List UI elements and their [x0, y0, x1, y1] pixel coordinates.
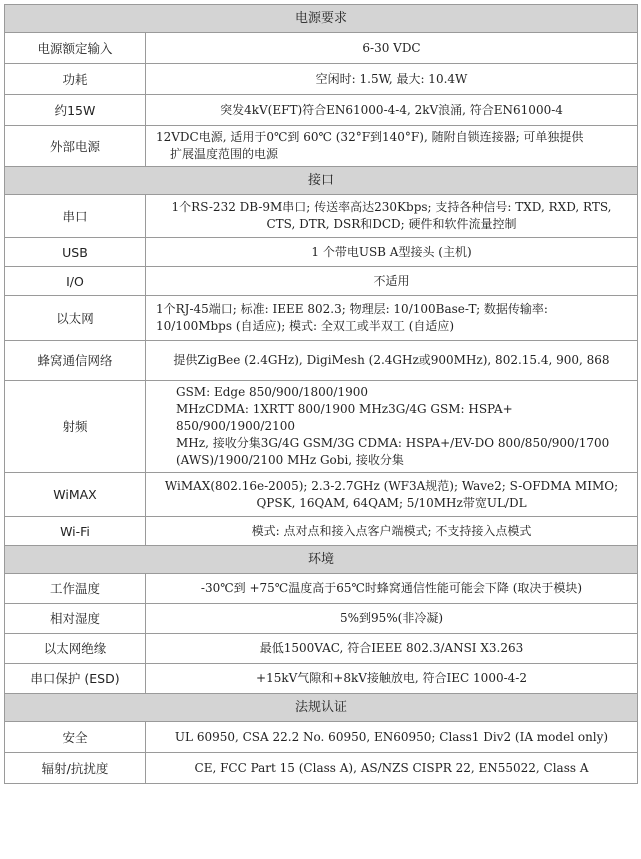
spec-table: [4, 4, 638, 784]
table-row: [5, 341, 638, 381]
row-label: 蜂窝通信网络: [5, 341, 146, 381]
row-label: 以太网绝缘: [5, 634, 146, 664]
row-label: 电源额定输入: [5, 33, 146, 64]
row-value: [146, 381, 638, 473]
table-row: [5, 517, 638, 546]
row-label: 安全: [5, 722, 146, 753]
table-row: [5, 634, 638, 664]
section-header-environment: [5, 546, 638, 574]
table-row: [5, 64, 638, 95]
table-row: [5, 574, 638, 604]
table-row: [5, 267, 638, 296]
table-row: [5, 238, 638, 267]
section-title: 电源要求: [5, 5, 638, 33]
value-line: (AWS)/1900/2100 MHz Gobi, 接收分集: [176, 453, 404, 467]
row-value: 不适用: [146, 267, 638, 296]
value-line: WiMAX(802.16e-2005); 2.3-2.7GHz (WF3A规范); Wave2; S-OFDMA MIMO;: [164, 478, 619, 493]
row-value: 空闲时: 1.5W, 最大: 10.4W: [146, 64, 638, 95]
table-row: [5, 195, 638, 238]
value-line: QPSK, 16QAM, 64QAM; 5/10MHz带宽UL/DL: [256, 495, 527, 510]
section-title: 法规认证: [5, 694, 638, 722]
row-value: 提供ZigBee (2.4GHz), DigiMesh (2.4GHz或900MHz), 802.15.4, 900, 868: [146, 341, 638, 381]
row-value: +15kV气隙和+8kV接触放电, 符合IEC 1000-4-2: [146, 664, 638, 694]
value-line: 扩展温度范围的电源: [170, 147, 279, 161]
table-row: [5, 381, 638, 473]
value-line: 10/100Mbps (自适应); 模式: 全双工或半双工 (自适应): [156, 319, 455, 333]
row-value: 最低1500VAC, 符合IEEE 802.3/ANSI X3.263: [146, 634, 638, 664]
table-row: [5, 95, 638, 126]
value-line: MHzCDMA: 1XRTT 800/1900 MHz3G/4G GSM: HSPA+ 850/900/1900/2100: [176, 402, 513, 433]
row-label: I/O: [5, 267, 146, 296]
row-value: 突发4kV(EFT)符合EN61000-4-4, 2kV浪涌, 符合EN61000-4: [146, 95, 638, 126]
row-value: [146, 296, 638, 341]
row-label: 辐射/抗扰度: [5, 753, 146, 784]
row-value: 6-30 VDC: [146, 33, 638, 64]
section-header-power: [5, 5, 638, 33]
row-label: USB: [5, 238, 146, 267]
row-value: [146, 126, 638, 167]
row-label: 相对湿度: [5, 604, 146, 634]
row-value: 5%到95%(非冷凝): [146, 604, 638, 634]
row-label: 串口保护 (ESD): [5, 664, 146, 694]
value-line: MHz, 接收分集3G/4G GSM/3G CDMA: HSPA+/EV-DO 800/850/900/1700: [176, 436, 610, 450]
table-row: [5, 126, 638, 167]
row-value: [146, 473, 638, 517]
row-label: 以太网: [5, 296, 146, 341]
row-label: 工作温度: [5, 574, 146, 604]
table-row: [5, 753, 638, 784]
section-header-regulatory: [5, 694, 638, 722]
table-row: [5, 296, 638, 341]
row-label: 功耗: [5, 64, 146, 95]
table-row: [5, 473, 638, 517]
section-title: 环境: [5, 546, 638, 574]
row-label: WiMAX: [5, 473, 146, 517]
table-row: [5, 33, 638, 64]
row-value: -30℃到 +75℃温度高于65℃时蜂窝通信性能可能会下降 (取决于模块): [146, 574, 638, 604]
row-label: 射频: [5, 381, 146, 473]
row-label: 约15W: [5, 95, 146, 126]
value-line: 1个RS-232 DB-9M串口; 传送率高达230Kbps; 支持各种信号: TXD, RXD, RTS,: [171, 200, 612, 214]
value-line: GSM: Edge 850/900/1800/1900: [176, 385, 369, 399]
row-value: 1 个带电USB A型接头 (主机): [146, 238, 638, 267]
row-value: UL 60950, CSA 22.2 No. 60950, EN60950; Class1 Div2 (IA model only): [146, 722, 638, 753]
row-label: 外部电源: [5, 126, 146, 167]
table-row: [5, 604, 638, 634]
section-title: 接口: [5, 167, 638, 195]
row-value: CE, FCC Part 15 (Class A), AS/NZS CISPR 22, EN55022, Class A: [146, 753, 638, 784]
value-line: 1个RJ-45端口; 标准: IEEE 802.3; 物理层: 10/100Base-T; 数据传输率:: [156, 302, 548, 316]
table-row: [5, 722, 638, 753]
value-line: CTS, DTR, DSR和DCD; 硬件和软件流量控制: [266, 217, 517, 231]
section-header-interfaces: [5, 167, 638, 195]
table-row: [5, 664, 638, 694]
row-label: Wi-Fi: [5, 517, 146, 546]
value-line: 12VDC电源, 适用于0℃到 60℃ (32°F到140°F), 随附自锁连接器; 可单独提供: [156, 130, 584, 144]
row-value: [146, 195, 638, 238]
row-value: 模式: 点对点和接入点客户端模式; 不支持接入点模式: [146, 517, 638, 546]
row-label: 串口: [5, 195, 146, 238]
